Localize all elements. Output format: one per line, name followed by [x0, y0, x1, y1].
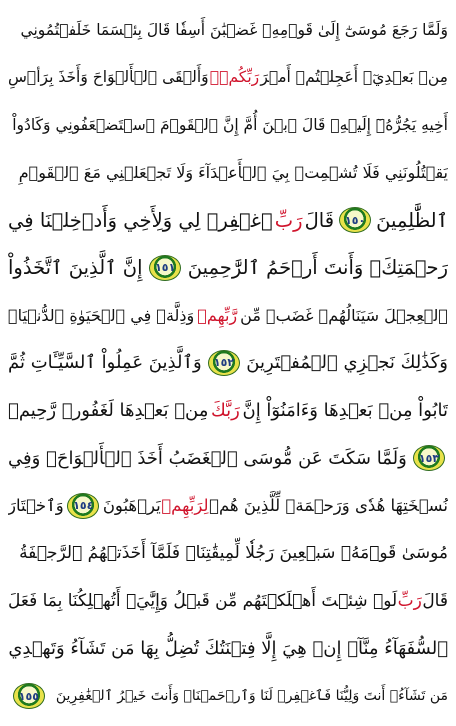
- divine-name-text: رَبِّ: [274, 208, 303, 232]
- verse-text: لَوۡ شِئۡتَ أَهۡلَكۡتَهُم مِّن قَبۡلُ وَإِيَّٰيَۖ أَتُهۡلِكُنَا بِمَا فَعَلَ: [8, 590, 398, 611]
- text-line: [8, 625, 448, 673]
- verse-text: وَكَذَٰلِكَ نَجۡزِي ٱلۡمُفۡتَرِينَ: [246, 352, 448, 374]
- text-line: [8, 292, 448, 340]
- text-line: [8, 672, 448, 720]
- verse-text: أَخِيهِ يَجُرُّهُۥٓ إِلَيۡهِۚ قَالَ ٱبۡنَ أُمَّ إِنَّ ٱلۡقَوۡمَ ٱسۡتَضۡعَفُونِي وَكَادُواْ: [12, 115, 448, 134]
- divine-name-text: رَّبِّهِمۡ: [197, 305, 238, 325]
- verse-text: وَٱخۡتَارَ: [8, 496, 64, 516]
- verse-text: رَحۡمَتِكَۖ وَأَنتَ أَرۡحَمُ ٱلرَّٰحِمِينَ: [187, 256, 448, 280]
- verse-text: وَلَمَّا رَجَعَ مُوسَىٰٓ إِلَىٰ قَوۡمِهِۦ غَضۡبَٰنَ أَسِفٗا قَالَ بِئۡسَمَا خَلَفۡتُمُونِي: [20, 20, 448, 39]
- verse-text: وَأَلۡقَى ٱلۡأَلۡوَاحَ وَأَخَذَ بِرَأۡسِ: [8, 68, 209, 87]
- verse-text: ٱلظَّٰلِمِينَ: [376, 208, 448, 232]
- verse-text: قَالَ: [422, 590, 448, 611]
- verse-text: نُسۡخَتِهَا هُدٗى وَرَحۡمَةٞ لِّلَّذِينَ هُمۡ: [209, 496, 448, 516]
- verse-text: مُوسَىٰ قَوۡمَهُۥ سَبۡعِينَ رَجُلٗا لِّمِيقَٰتِنَاۖ فَلَمَّآ أَخَذَتۡهُمُ ٱلرَّجۡفَةُ: [19, 543, 448, 564]
- verse-text: مِنۢ بَعۡدِهَا لَغَفُورٞ رَّحِيمٞ: [8, 400, 209, 422]
- verse-text: ٱغۡفِرۡ لِي وَلِأَخِي وَأَدۡخِلۡنَا فِي: [8, 208, 273, 232]
- text-line: [8, 530, 448, 578]
- verse-text: وَذِلَّةٞ فِي ٱلۡحَيَوٰةِ ٱلدُّنۡيَاۚ: [8, 305, 195, 325]
- verse-text: ٱلسُّفَهَآءُ مِنَّآۖ إِنۡ هِيَ إِلَّا فِتۡنَتُكَ تُضِلُّ بِهَا مَن تَشَآءُ وَتَهۡدِي: [8, 638, 448, 660]
- text-line: [8, 149, 448, 197]
- text-line: [8, 244, 448, 292]
- verse-text: مَن تَشَآءُۖ أَنتَ وَلِيُّنَا فَٱغۡفِرۡ لَنَا وَٱرۡحَمۡنَاۖ وَأَنتَ خَيۡرُ ٱلۡغَٰفِرِينَ: [55, 688, 448, 705]
- verse-text: يَقۡتُلُونَنِي فَلَا تُشۡمِتۡ بِيَ ٱلۡأَعۡدَآءَ وَلَا تَجۡعَلۡنِي مَعَ ٱلۡقَوۡمِ: [18, 163, 448, 183]
- ayah-number-marker: ١٥٣: [413, 445, 445, 471]
- text-line: [8, 196, 448, 244]
- ayah-number-marker: ١٥٠: [339, 207, 371, 233]
- verse-text: وَلَمَّا سَكَتَ عَن مُّوسَى ٱلۡغَضَبُ أَخَذَ ٱلۡأَلۡوَاحَۖ وَفِي: [8, 447, 407, 469]
- text-line: [8, 101, 448, 149]
- divine-name-text: لِرَبِّهِمۡ: [161, 496, 209, 516]
- ayah-number-marker: ١٥٥: [13, 683, 45, 709]
- ayah-number-marker: ١٥٤: [67, 493, 99, 519]
- verse-text: يَرۡهَبُونَ: [102, 496, 161, 516]
- divine-name-text: رَبِّ: [397, 590, 422, 611]
- text-line: [8, 6, 448, 54]
- verse-text: ٱلۡعِجۡلَ سَيَنَالُهُمۡ غَضَبٞ مِّن: [240, 305, 448, 325]
- ayah-number-marker: ١٥٢: [208, 350, 240, 376]
- verse-text: وَٱلَّذِينَ عَمِلُواْ ٱلسَّيِّـَٔاتِ ثُمَّ: [8, 352, 202, 374]
- divine-name-text: رَبَّكَ: [210, 400, 240, 422]
- verse-text: تَابُواْ مِنۢ بَعۡدِهَا وَءَامَنُوٓاْ إِنَّ: [242, 400, 448, 422]
- verse-text: مِنۢ بَعۡدِيٓۖ أَعَجِلۡتُمۡ أَمۡرَ: [260, 68, 448, 87]
- ayah-number-marker: ١٥١: [149, 255, 181, 281]
- text-line: [8, 434, 448, 482]
- text-line: [8, 54, 448, 102]
- text-line: [8, 482, 448, 530]
- verse-text: قَالَ: [304, 208, 335, 232]
- text-line: [8, 577, 448, 625]
- verse-text: إِنَّ ٱلَّذِينَ ٱتَّخَذُواْ: [8, 256, 143, 280]
- divine-name-text: رَبِّكُمۡۖ: [209, 68, 260, 87]
- text-line: [8, 339, 448, 387]
- text-line: [8, 387, 448, 435]
